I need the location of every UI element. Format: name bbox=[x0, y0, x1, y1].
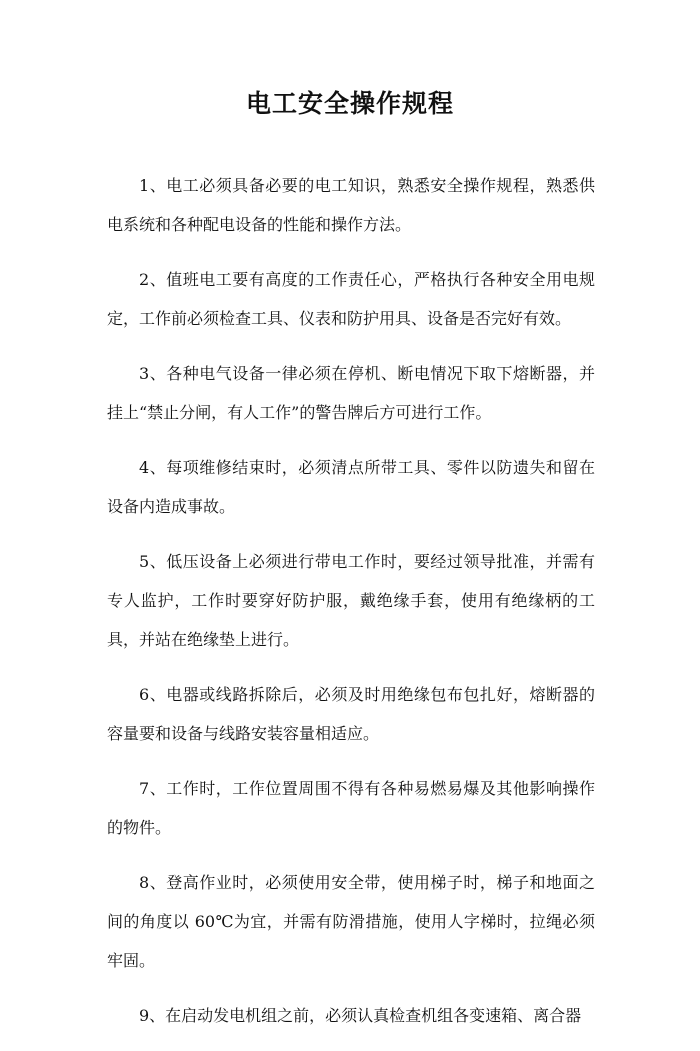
paragraph-3: 3、各种电气设备一律必须在停机、断电情况下取下熔断器，并挂上“禁止分闸，有人工作”的警告牌后方可进行工作。 bbox=[107, 364, 595, 422]
paragraph-2: 2、值班电工要有高度的工作责任心，严格执行各种安全用电规定，工作前必须检查工具、仪表和防护用具、设备是否完好有效。 bbox=[107, 270, 595, 328]
paragraph-9: 9、在启动发电机组之前，必须认真检查机组各变速箱、离合器 bbox=[139, 1006, 582, 1025]
paragraph-6: 6、电器或线路拆除后，必须及时用绝缘包布包扎好，熔断器的容量要和设备与线路安装容量相适应。 bbox=[107, 685, 595, 743]
paragraph-5: 5、低压设备上必须进行带电工作时，要经过领导批准，并需有专人监护，工作时要穿好防护服，戴绝缘手套，使用有绝缘柄的工具，并站在绝缘垫上进行。 bbox=[107, 552, 595, 649]
document-body bbox=[107, 166, 595, 1051]
paragraph-4: 4、每项维修结束时，必须清点所带工具、零件以防遗失和留在设备内造成事故。 bbox=[107, 458, 595, 516]
paragraph-8: 8、登高作业时，必须使用安全带，使用梯子时，梯子和地面之间的角度以 60℃为宜，并需有防滑措施，使用人字梯时，拉绳必须牢固。 bbox=[107, 873, 595, 970]
paragraph-7: 7、工作时，工作位置周围不得有各种易燃易爆及其他影响操作的物件。 bbox=[107, 779, 595, 837]
paragraph-1: 1、电工必须具备必要的电工知识，熟悉安全操作规程，熟悉供电系统和各种配电设备的性能和操作方法。 bbox=[107, 176, 595, 234]
document-title: 电工安全操作规程 bbox=[245, 89, 454, 118]
